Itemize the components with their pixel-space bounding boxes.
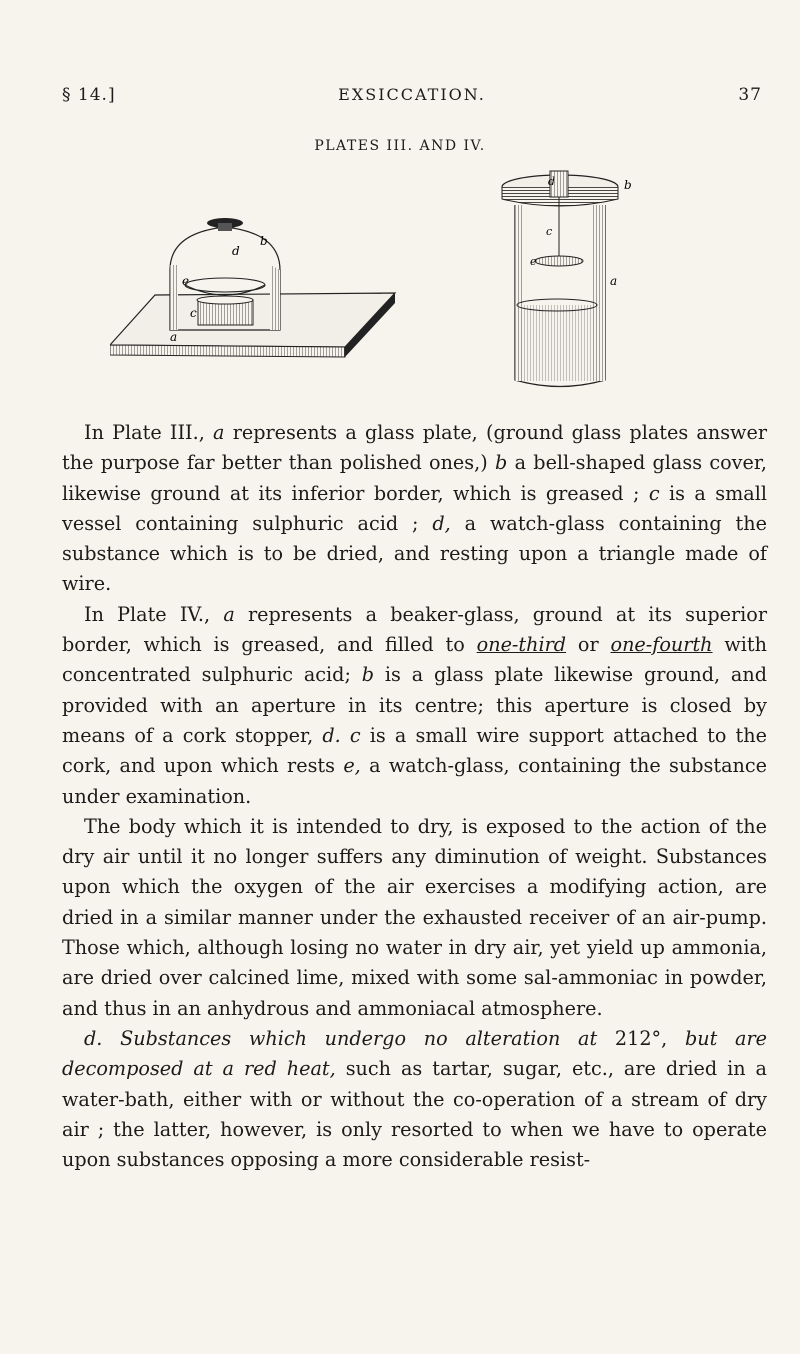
label-e: e bbox=[530, 255, 537, 268]
label-d: d bbox=[548, 175, 556, 188]
label-b: b bbox=[624, 178, 632, 192]
label-d: d bbox=[232, 244, 240, 258]
label-a: a bbox=[610, 274, 618, 288]
paragraph-drying: The body which it is intended to dry, is exposed to the action of the dry air until it no longer suffers any diminution of weight. Substances upon which the oxygen of the air exercises a modifying action, are dried in a similar manner under the exhausted receiver of an air-pump. Those which, although losing no water in dry air, yet yield up ammonia, are dried over calcined lime, mixed with some sal-ammoniac in powder, and thus in an anhydrous and ammoniacal atmosphere. bbox=[62, 814, 767, 1020]
running-header bbox=[62, 85, 762, 115]
paragraph-plate-4: In Plate IV., a represents a beaker-glass, ground at its superior border, which is greased, and filled to one-third or one-fourth with concentrated sulphuric acid; b is a glass plate likewise ground, and provided with an aperture in its centre; this aperture is closed by means of a cork stopper, d. c is a small wire support attached to the cork, and upon which rests e, a watch-glass, containing the substance under examination. bbox=[62, 602, 768, 808]
label-b: b bbox=[260, 234, 268, 248]
paragraph-plate-3: In Plate III., a represents a glass plate, (ground glass plates answer the purpose far better than polished ones,) b a bell-shaped glass cover, likewise ground at its inferior border, which is greased ; c is a small vessel containing sulphuric acid ; d, a watch-glass containing the substance which is to be dried, and resting upon a triangle made of wire. bbox=[62, 421, 767, 596]
sulphuric-acid bbox=[522, 305, 592, 381]
running-title: EXSICCATION. bbox=[338, 85, 486, 104]
label-c: c bbox=[190, 306, 197, 320]
plate-3-figure bbox=[110, 218, 395, 357]
watch-glass bbox=[535, 256, 583, 266]
bell-shading bbox=[270, 265, 280, 330]
plate-4-figure bbox=[502, 171, 632, 387]
label-c: c bbox=[546, 225, 553, 238]
page-number: 37 bbox=[738, 85, 762, 105]
plates-illustration bbox=[110, 165, 690, 395]
paragraph-substances: d. Substances which undergo no alteration at 212°, but are decomposed at a red heat, such as tartar, sugar, etc., are dried in a water-bath, either with or without the co-operation of a stream of dry air ; the latter, however, is only resorted to when we have to operate upon substances opposing a more considerable resist- bbox=[62, 1026, 767, 1172]
plates-title: PLATES III. AND IV. bbox=[314, 138, 486, 154]
label-a: a bbox=[170, 330, 178, 344]
section-number: § 14.] bbox=[62, 85, 116, 105]
label-e: e bbox=[182, 274, 190, 288]
body-text bbox=[62, 418, 767, 1175]
glass-plate-edge bbox=[110, 345, 345, 357]
